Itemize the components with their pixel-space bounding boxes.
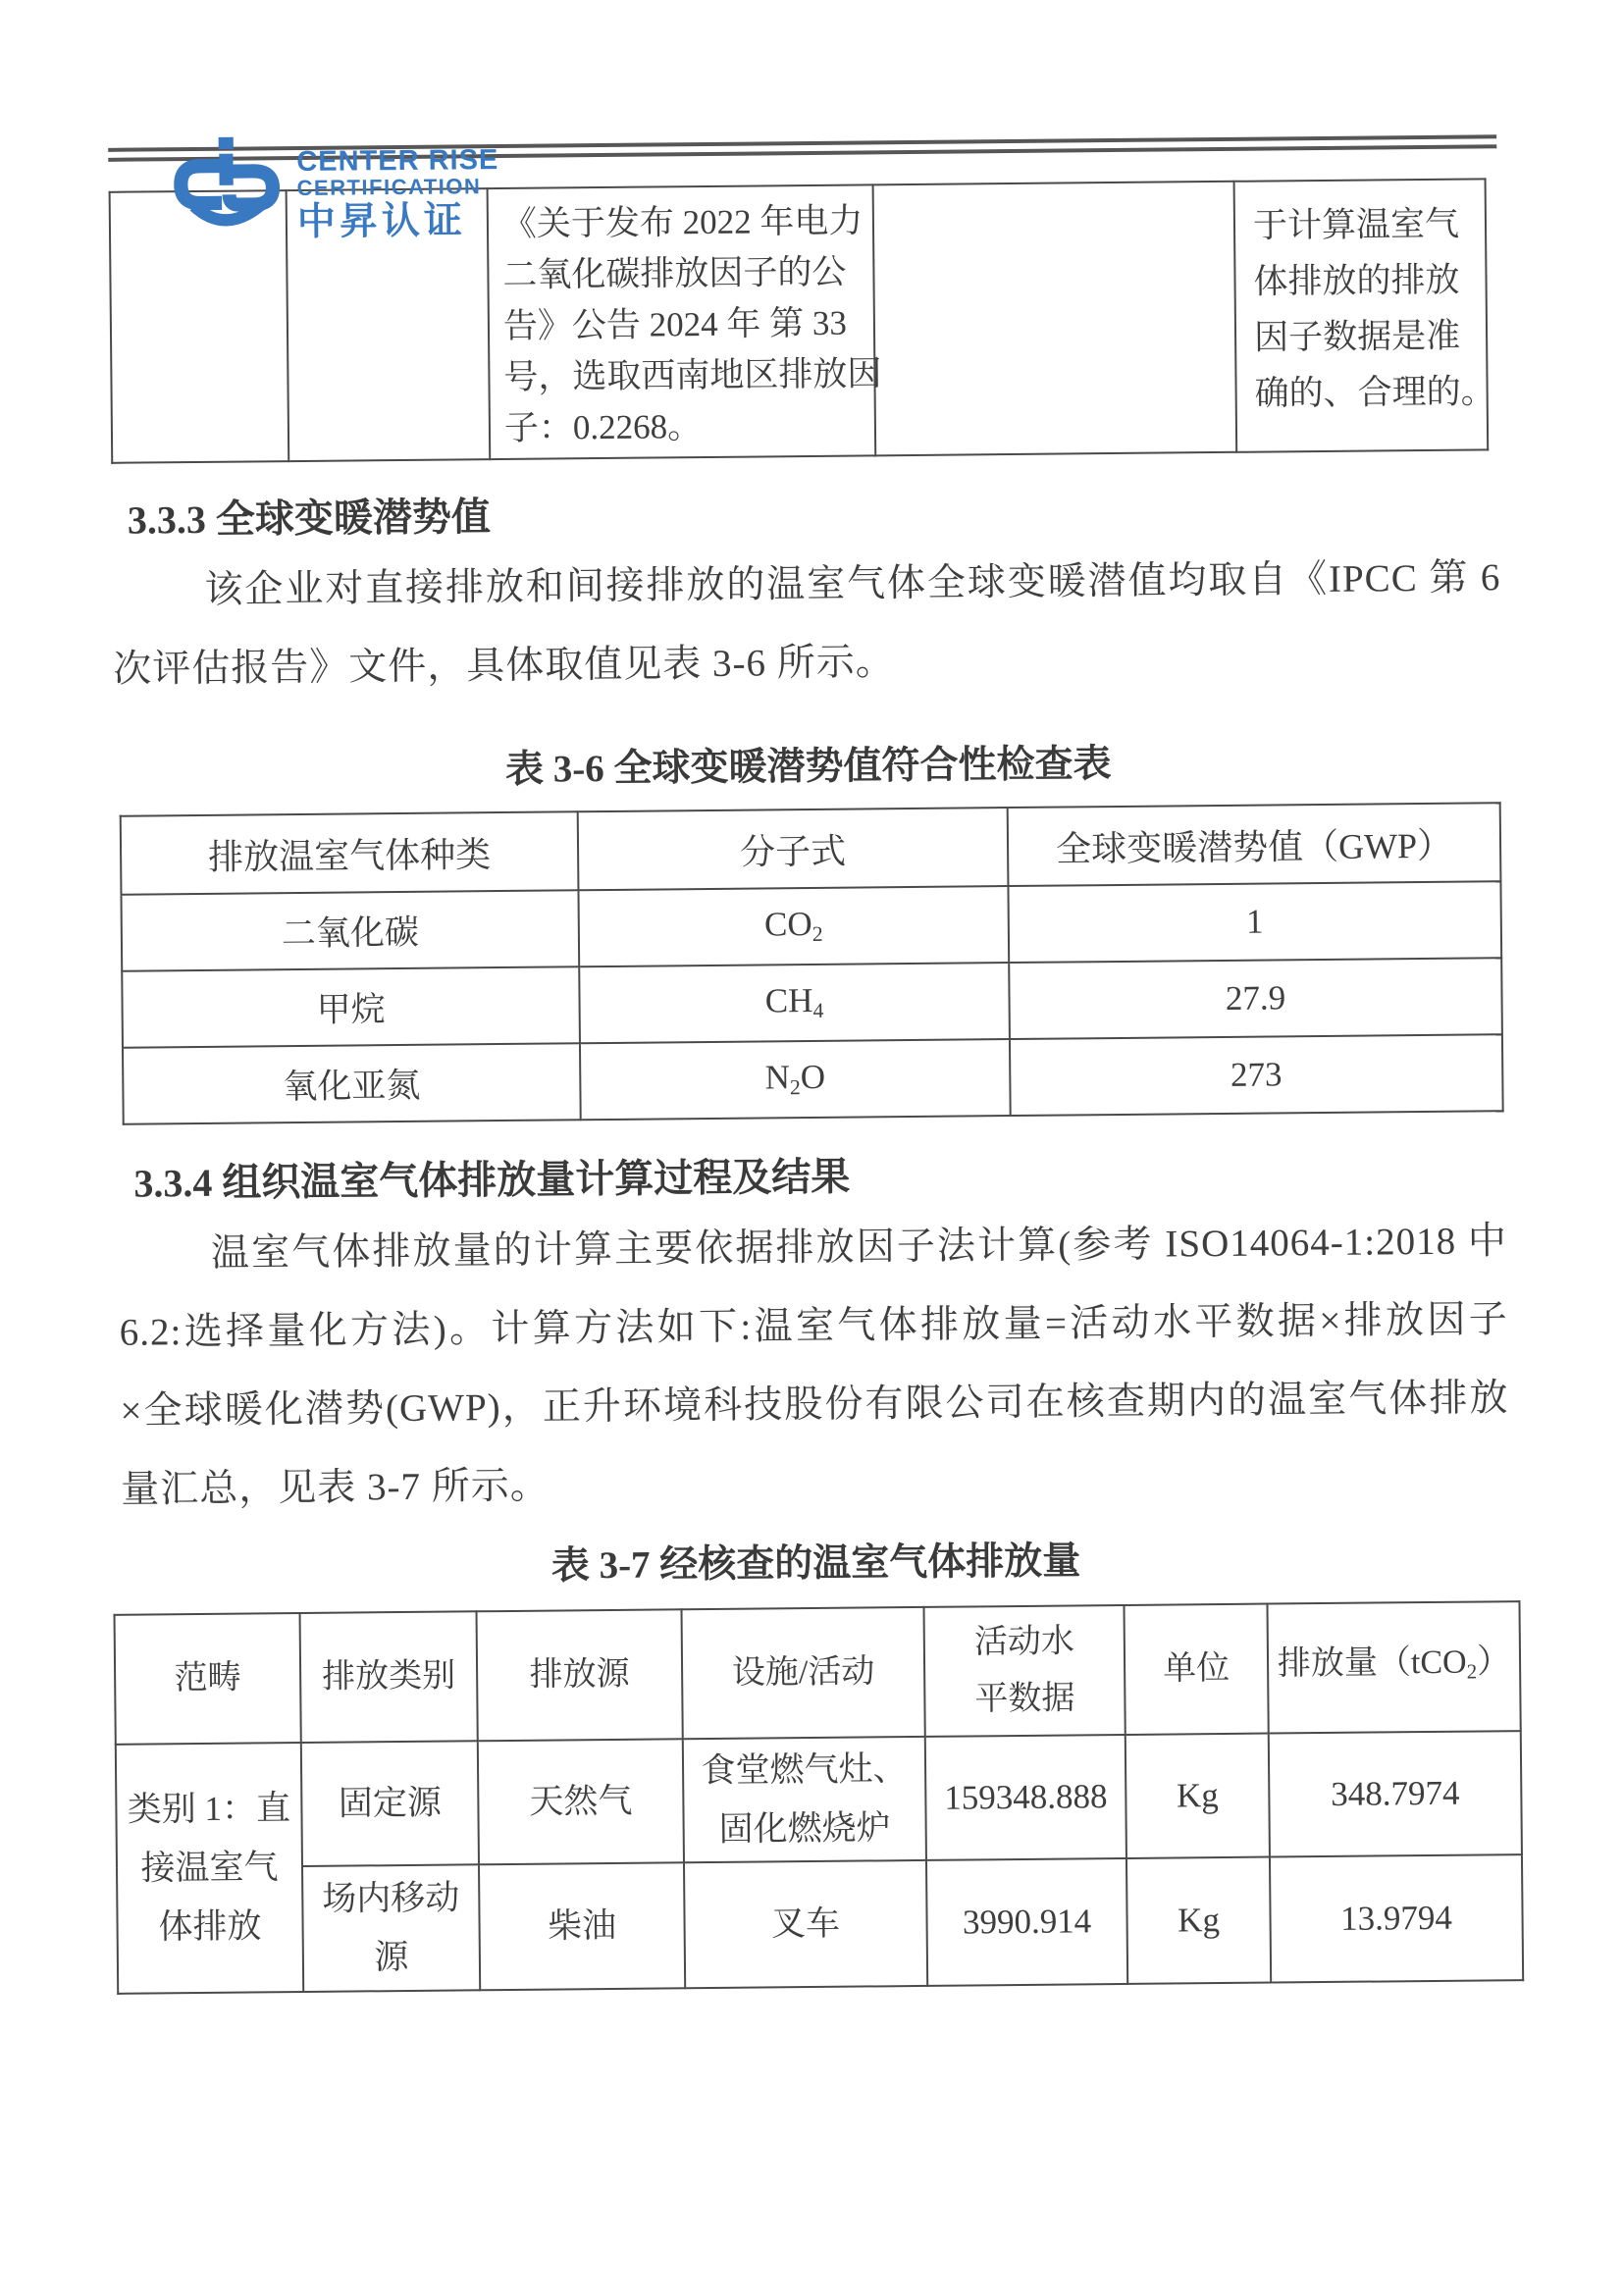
carryover-cell-conclusion: 于计算温室气 体排放的排放 因子数据是准 确的、合理的。 [1234,179,1489,451]
emission-amount-cell: 348.7974 [1269,1731,1522,1856]
emission-amount-cell: 13.9794 [1270,1854,1523,1982]
table-row [117,1854,1523,1994]
header-emission-category: 排放类别 [300,1611,478,1743]
gwp-value-cell: 1 [1008,881,1501,963]
scope-cell: 类别 1：直 接温室气 体排放 [116,1743,303,1994]
source-cell: 天然气 [478,1739,684,1864]
activity-data-cell: 3990.914 [926,1858,1127,1986]
monogram-dot [219,137,234,149]
paragraph-line: 该企业对直接排放和间接排放的温室气体全球变暖潜值均取自《IPCC 第 6 [204,556,1501,611]
table-3-7-caption: 表 3-7 经核查的温室气体排放量 [550,1539,1081,1588]
table-3-6-gwp [120,802,1504,1125]
section-heading-333: 3.3.3 全球变暖潜势值 [127,495,492,543]
gas-name-cell: 甲烷 [122,966,580,1047]
header-emission-amount: 排放量（tCO$_2$） [1267,1601,1520,1733]
header-gwp-value: 全球变暖潜势值（GWP） [1008,803,1501,886]
tco2-subscript: 2 [1466,1658,1478,1684]
table-row [121,881,1501,970]
formula-cell: $CH_4$ [579,963,1010,1043]
section-334-paragraph [119,1202,1510,1530]
gwp-value-cell: 273 [1010,1034,1503,1116]
gas-name-cell: 氧化亚氮 [123,1043,581,1123]
logo-line-english-1: CENTER RISE [296,144,499,178]
header-unit: 单位 [1124,1604,1268,1735]
header-molecular-formula: 分子式 [578,808,1009,890]
category-cell: 固定源 [301,1741,479,1866]
table-header-row [121,803,1501,894]
monogram-right-c [229,171,273,204]
header-logo [164,0,1496,243]
table-row [123,1034,1503,1123]
logo-text [296,134,499,243]
paragraph-line: ×全球暖化潜势(GWP)，正升环境科技股份有限公司在核查期内的温室气体排放 [120,1377,1509,1433]
header-facility-activity: 设施/活动 [682,1607,925,1739]
paragraph-line: 温室气体排放量的计算主要依据排放因子法计算(参考 ISO14064-1:2018 中 [210,1220,1508,1275]
paragraph-line: 6.2:选择量化方法)。计算方法如下:温室气体排放量=活动水平数据×排放因子 [119,1298,1508,1354]
page-content [107,0,1514,1995]
formula-cell: $N_2O$ [580,1039,1011,1120]
table-header-row [115,1601,1521,1745]
gwp-value-cell: 27.9 [1009,958,1502,1039]
facility-cell: 叉车 [684,1860,927,1988]
carryover-cell-emission-factor-source: 《关于发布 2022 年电力 二氧化碳排放因子的公 告》公告 2024 年 第 33 号，选取西南地区排放因 子：0.2268。 [488,184,876,459]
section-333-paragraph [112,539,1501,709]
gas-name-cell: 二氧化碳 [121,890,579,970]
table-row [116,1731,1522,1868]
facility-cell: 食堂燃气灶、 固化燃烧炉 [683,1737,926,1862]
logo-line-chinese: 中昇认证 [296,199,467,243]
crc-monogram-icon [165,136,291,239]
header-gas-type: 排放温室气体种类 [121,811,579,894]
formula-subscript: 2 [812,922,823,947]
carryover-cell-4 [873,182,1237,456]
source-cell: 柴油 [479,1862,685,1990]
formula-cell: $CO_2$ [578,886,1009,966]
category-cell: 场内移动 源 [302,1864,480,1992]
table-3-6-caption: 表 3-6 全球变暖潜势值符合性检查表 [504,743,1112,791]
header-scope: 范畴 [115,1613,301,1745]
unit-cell: Kg [1126,1734,1270,1858]
paragraph-line: 量汇总，见表 3-7 所示。 [121,1464,550,1511]
activity-data-cell: 159348.888 [925,1735,1126,1860]
table-3-7-emissions [114,1600,1525,1995]
logo-line-english-2: CERTIFICATION [296,174,482,200]
unit-cell: Kg [1126,1857,1271,1984]
header-activity-data: 活动水 平数据 [923,1605,1125,1737]
section-heading-334: 3.3.4 组织温室气体排放量计算过程及结果 [133,1154,851,1206]
paragraph-line: 次评估报告》文件，具体取值见表 3-6 所示。 [113,641,895,691]
formula-subscript: 2 [789,1075,801,1100]
formula-subscript: 4 [812,999,824,1023]
header-emission-source: 排放源 [477,1609,683,1741]
table-row [122,958,1502,1047]
